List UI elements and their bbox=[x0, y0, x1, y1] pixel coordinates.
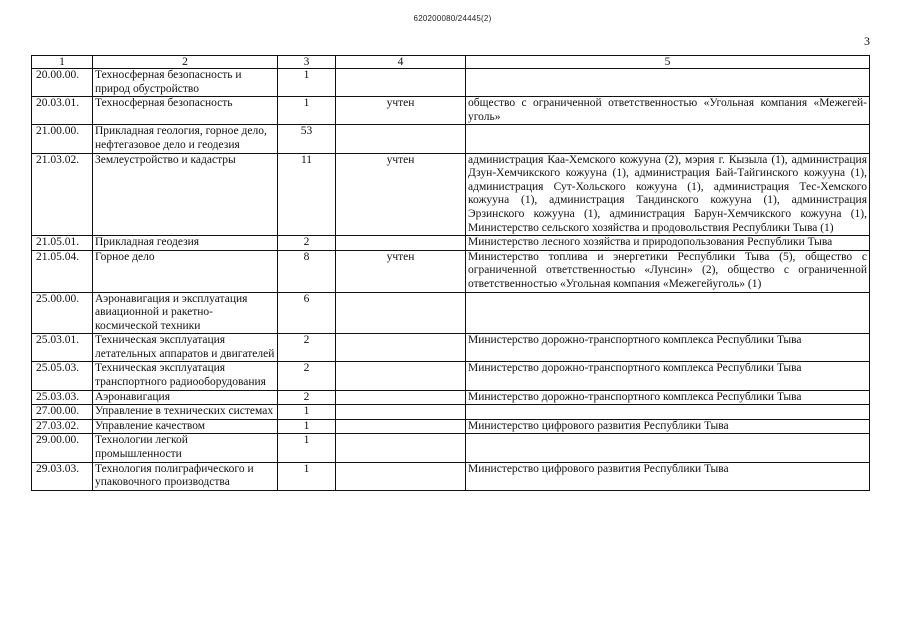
recipients-cell bbox=[466, 405, 870, 420]
specialty-code-cell: 29.00.00. bbox=[32, 434, 93, 462]
status-cell bbox=[336, 362, 466, 390]
count-cell: 1 bbox=[278, 69, 336, 97]
specialty-code-cell: 27.03.02. bbox=[32, 419, 93, 434]
page-number: 3 bbox=[864, 34, 870, 48]
recipients-cell bbox=[466, 434, 870, 462]
table-header-row bbox=[32, 56, 870, 69]
table-row bbox=[32, 405, 870, 420]
status-cell: учтен bbox=[336, 153, 466, 236]
recipients-cell: общество с ограниченной ответственностью «Угольная компания «Межегей-уголь» bbox=[466, 97, 870, 125]
count-cell: 8 bbox=[278, 250, 336, 292]
specialty-name-cell: Техносферная безопасность bbox=[93, 97, 278, 125]
specialty-code-cell: 25.03.01. bbox=[32, 334, 93, 362]
column-header: 1 bbox=[32, 56, 93, 69]
status-cell bbox=[336, 125, 466, 153]
specialty-name-cell: Горное дело bbox=[93, 250, 278, 292]
count-cell: 1 bbox=[278, 97, 336, 125]
table-row bbox=[32, 334, 870, 362]
specialty-name-cell: Аэронавигация и эксплуатация авиационной и ракетно-космической техники bbox=[93, 292, 278, 334]
specialty-name-cell: Прикладная геология, горное дело, нефтегазовое дело и геодезия bbox=[93, 125, 278, 153]
specialty-name-cell: Управление качеством bbox=[93, 419, 278, 434]
count-cell: 1 bbox=[278, 405, 336, 420]
count-cell: 1 bbox=[278, 419, 336, 434]
recipients-cell: Министерство дорожно-транспортного комплекса Республики Тыва bbox=[466, 390, 870, 405]
specialty-code-cell: 25.00.00. bbox=[32, 292, 93, 334]
specialty-name-cell: Техносферная безопасность и природ обустройство bbox=[93, 69, 278, 97]
specialty-code-cell: 20.00.00. bbox=[32, 69, 93, 97]
recipients-cell: Министерство лесного хозяйства и природопользования Республики Тыва bbox=[466, 236, 870, 251]
document-id: 620200080/24445(2) bbox=[413, 14, 492, 23]
status-cell bbox=[336, 236, 466, 251]
count-cell: 2 bbox=[278, 362, 336, 390]
count-cell: 2 bbox=[278, 390, 336, 405]
specialties-table bbox=[31, 55, 870, 491]
count-cell: 11 bbox=[278, 153, 336, 236]
count-cell: 6 bbox=[278, 292, 336, 334]
column-header: 3 bbox=[278, 56, 336, 69]
specialty-name-cell: Аэронавигация bbox=[93, 390, 278, 405]
status-cell bbox=[336, 462, 466, 490]
count-cell: 2 bbox=[278, 334, 336, 362]
recipients-cell bbox=[466, 292, 870, 334]
recipients-cell: Министерство дорожно-транспортного комплекса Республики Тыва bbox=[466, 362, 870, 390]
table-row bbox=[32, 236, 870, 251]
table-row bbox=[32, 434, 870, 462]
specialty-name-cell: Технология полиграфического и упаковочного производства bbox=[93, 462, 278, 490]
table-row bbox=[32, 362, 870, 390]
status-cell bbox=[336, 390, 466, 405]
status-cell: учтен bbox=[336, 250, 466, 292]
table-row bbox=[32, 153, 870, 236]
recipients-cell bbox=[466, 69, 870, 97]
specialty-name-cell: Техническая эксплуатация летательных аппаратов и двигателей bbox=[93, 334, 278, 362]
status-cell bbox=[336, 334, 466, 362]
specialty-name-cell: Землеустройство и кадастры bbox=[93, 153, 278, 236]
status-cell: учтен bbox=[336, 97, 466, 125]
column-header: 2 bbox=[93, 56, 278, 69]
count-cell: 1 bbox=[278, 434, 336, 462]
status-cell bbox=[336, 292, 466, 334]
specialty-name-cell: Техническая эксплуатация транспортного радиооборудования bbox=[93, 362, 278, 390]
specialty-code-cell: 20.03.01. bbox=[32, 97, 93, 125]
table-row bbox=[32, 125, 870, 153]
specialty-code-cell: 21.05.01. bbox=[32, 236, 93, 251]
count-cell: 2 bbox=[278, 236, 336, 251]
table-row bbox=[32, 250, 870, 292]
table-row bbox=[32, 390, 870, 405]
specialty-code-cell: 21.03.02. bbox=[32, 153, 93, 236]
recipients-cell: Министерство дорожно-транспортного комплекса Республики Тыва bbox=[466, 334, 870, 362]
recipients-cell: Министерство цифрового развития Республики Тыва bbox=[466, 419, 870, 434]
specialty-code-cell: 29.03.03. bbox=[32, 462, 93, 490]
status-cell bbox=[336, 419, 466, 434]
recipients-cell: Министерство топлива и энергетики Республики Тыва (5), общество с ограниченной ответственностью «Лунсин» (2), общество с ограниченной ответственностью «Угольная компания «Межегейуголь» (1) bbox=[466, 250, 870, 292]
count-cell: 53 bbox=[278, 125, 336, 153]
status-cell bbox=[336, 434, 466, 462]
specialty-code-cell: 27.00.00. bbox=[32, 405, 93, 420]
table-row bbox=[32, 419, 870, 434]
specialty-code-cell: 25.05.03. bbox=[32, 362, 93, 390]
specialty-name-cell: Управление в технических системах bbox=[93, 405, 278, 420]
status-cell bbox=[336, 405, 466, 420]
table-row bbox=[32, 292, 870, 334]
specialty-name-cell: Технологии легкой промышленности bbox=[93, 434, 278, 462]
recipients-cell bbox=[466, 125, 870, 153]
specialty-name-cell: Прикладная геодезия bbox=[93, 236, 278, 251]
recipients-cell: администрация Каа-Хемского кожууна (2), мэрия г. Кызыла (1), администрация Дзун-Хемчикского кожууна (1), администрация Бай-Тайгинского кожууна (1), администрация Сут-Хольского кожууна (1), администрация Тес-Хемского кожууна (1), администрация Тандинского кожууна (1), администрация Эрзинского кожууна (1), администрация Барун-Хемчикского кожууна (1), Министерство сельского хозяйства и продовольствия Республики Тыва (1) bbox=[466, 153, 870, 236]
table-row bbox=[32, 97, 870, 125]
column-header: 4 bbox=[336, 56, 466, 69]
recipients-cell: Министерство цифрового развития Республики Тыва bbox=[466, 462, 870, 490]
specialty-code-cell: 25.03.03. bbox=[32, 390, 93, 405]
table-row bbox=[32, 69, 870, 97]
table-row bbox=[32, 462, 870, 490]
count-cell: 1 bbox=[278, 462, 336, 490]
status-cell bbox=[336, 69, 466, 97]
specialty-code-cell: 21.00.00. bbox=[32, 125, 93, 153]
column-header: 5 bbox=[466, 56, 870, 69]
specialty-code-cell: 21.05.04. bbox=[32, 250, 93, 292]
